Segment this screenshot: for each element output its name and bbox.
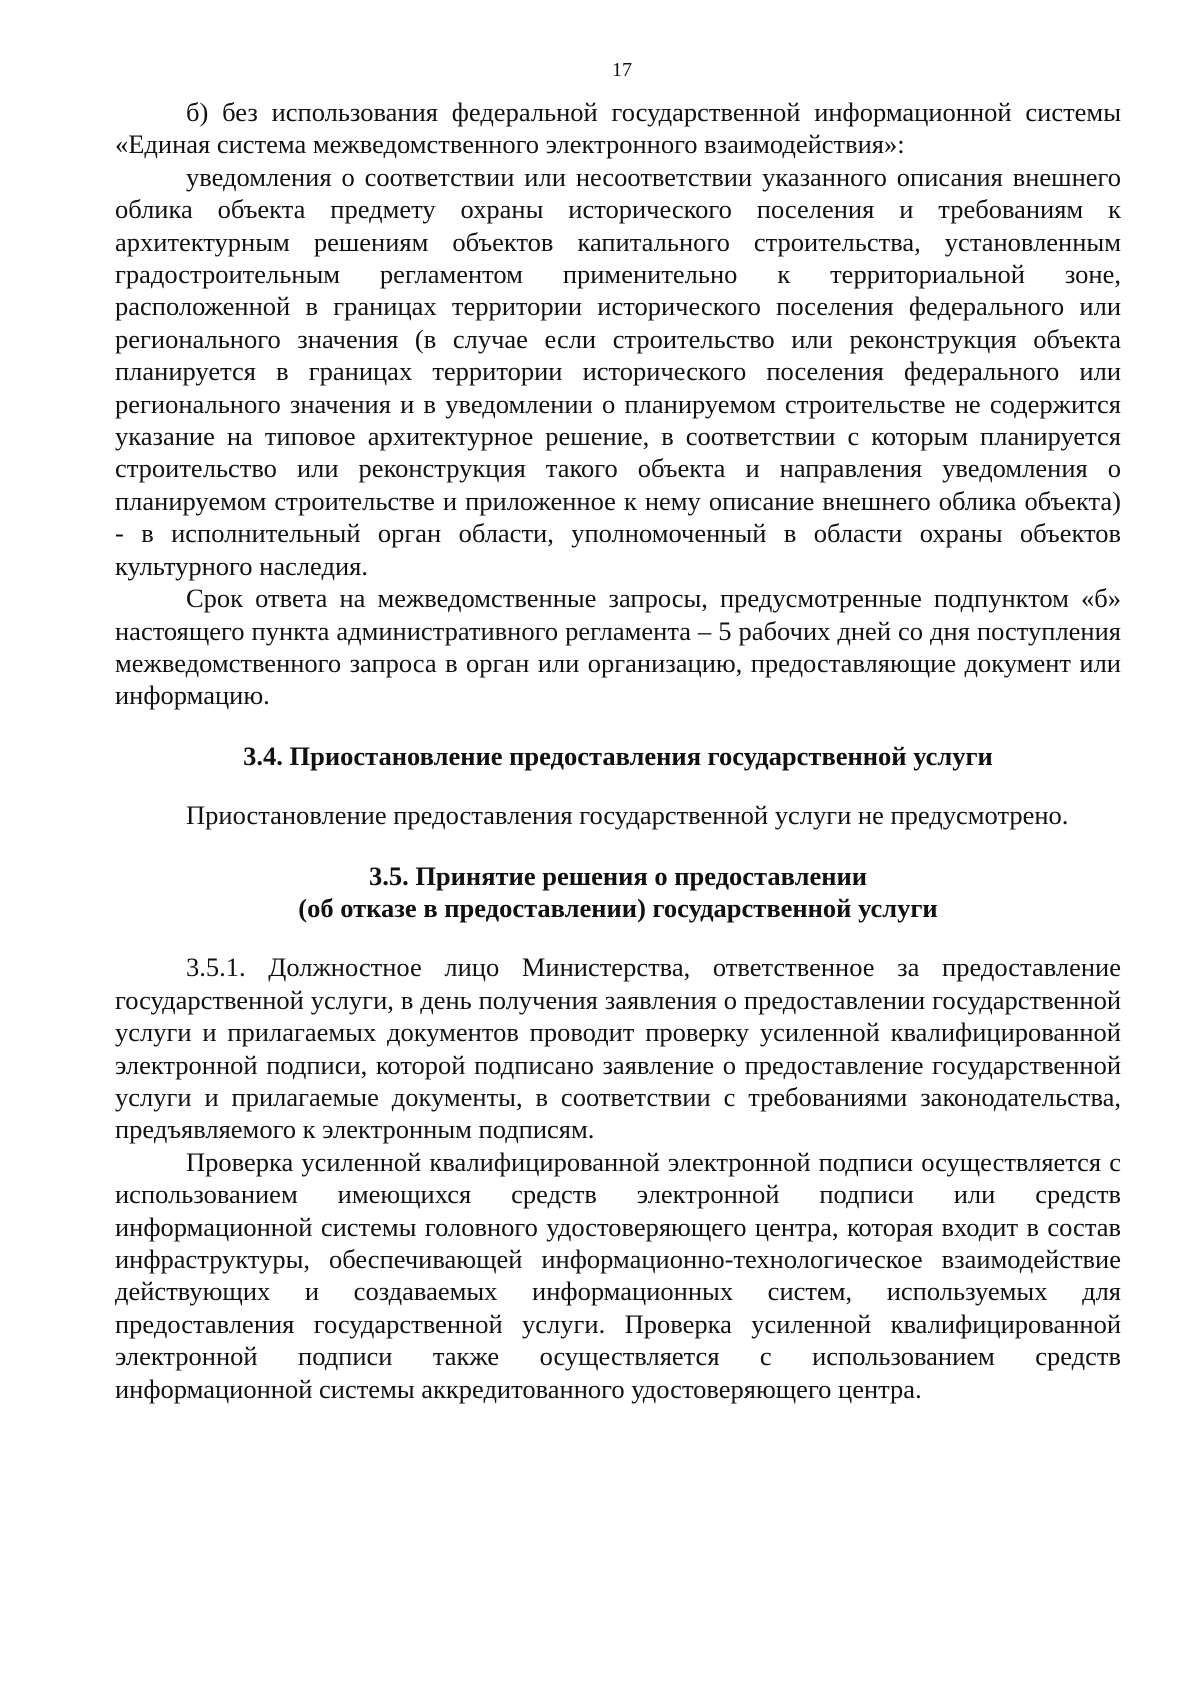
paragraph-notification: уведомления о соответствии или несоответствии указанного описания внешнего облика объекта предмету охраны исторического поселения и требованиям к архитектурным решениям объектов капитального строительства, установленным градостроительным регламентом применительно к территориальной зоне, расположенной в границах территории исторического поселения федерального или регионального значения (в случае если строительство или реконструкция объекта планируется в границах территории исторического поселения федерального или регионального значения и в уведомлении о планируемом строительстве не содержится указание на типовое архитектурное решение, в соответствии с которым планируется строительство или реконструкция такого объекта и направления уведомления о планируемом строительстве и приложенное к нему описание внешнего облика объекта) - в исполнительный орган области, уполномоченный в области охраны объектов культурного наследия. <box>115 161 1121 581</box>
paragraph-3-5-1: 3.5.1. Должностное лицо Министерства, ответственное за предоставление государственной услуги, в день получения заявления о предоставлении государственной услуги и прилагаемых документов проводит проверку усиленной квалифицированной электронной подписи, которой подписано заявление о предоставление государственной услуги и прилагаемые документы, в соответствии с требованиями законодательства, предъявляемого к электронным подписям. <box>115 952 1121 1145</box>
paragraph-response-deadline: Срок ответа на межведомственные запросы, предусмотренные подпунктом «б» настоящего пункта административного регламента – 5 рабочих дней со дня поступления межведомственного запроса в орган или организацию, предоставляющие документ или информацию. <box>115 583 1121 711</box>
section-heading-3-4: 3.4. Приостановление предоставления государственной услуги <box>243 740 993 771</box>
spacer <box>115 924 1121 951</box>
page-number: 17 <box>612 59 632 81</box>
spacer <box>115 832 1121 860</box>
document-page <box>115 58 1121 1405</box>
paragraph-signature-check: Проверка усиленной квалифицированной электронной подписи осуществляется с использованием имеющихся средств электронной подписи или средств информационной системы головного удостоверяющего центра, которая входит в состав инфраструктуры, обеспечивающей информационно-технологическое взаимодействие действующих и создаваемых информационных систем, используемых для предоставления государственной услуги. Проверка усиленной квалифицированной электронной подписи также осуществляется с использованием средств информационной системы аккредитованного удостоверяющего центра. <box>115 1146 1121 1404</box>
spacer <box>115 772 1121 799</box>
section-heading-3-5 <box>115 860 1121 925</box>
paragraph-suspension: Приостановление предоставления государственной услуги не предусмотрено. <box>186 800 1069 831</box>
section-heading-3-5-line2: (об отказе в предоставлении) государственной услуги <box>298 892 938 923</box>
paragraph-item-b: б) без использования федеральной государственной информационной системы «Единая система межведомственного электронного взаимодействия»: <box>115 97 1121 160</box>
section-heading-3-5-line1: 3.5. Принятие решения о предоставлении <box>368 860 868 891</box>
spacer <box>115 712 1121 740</box>
